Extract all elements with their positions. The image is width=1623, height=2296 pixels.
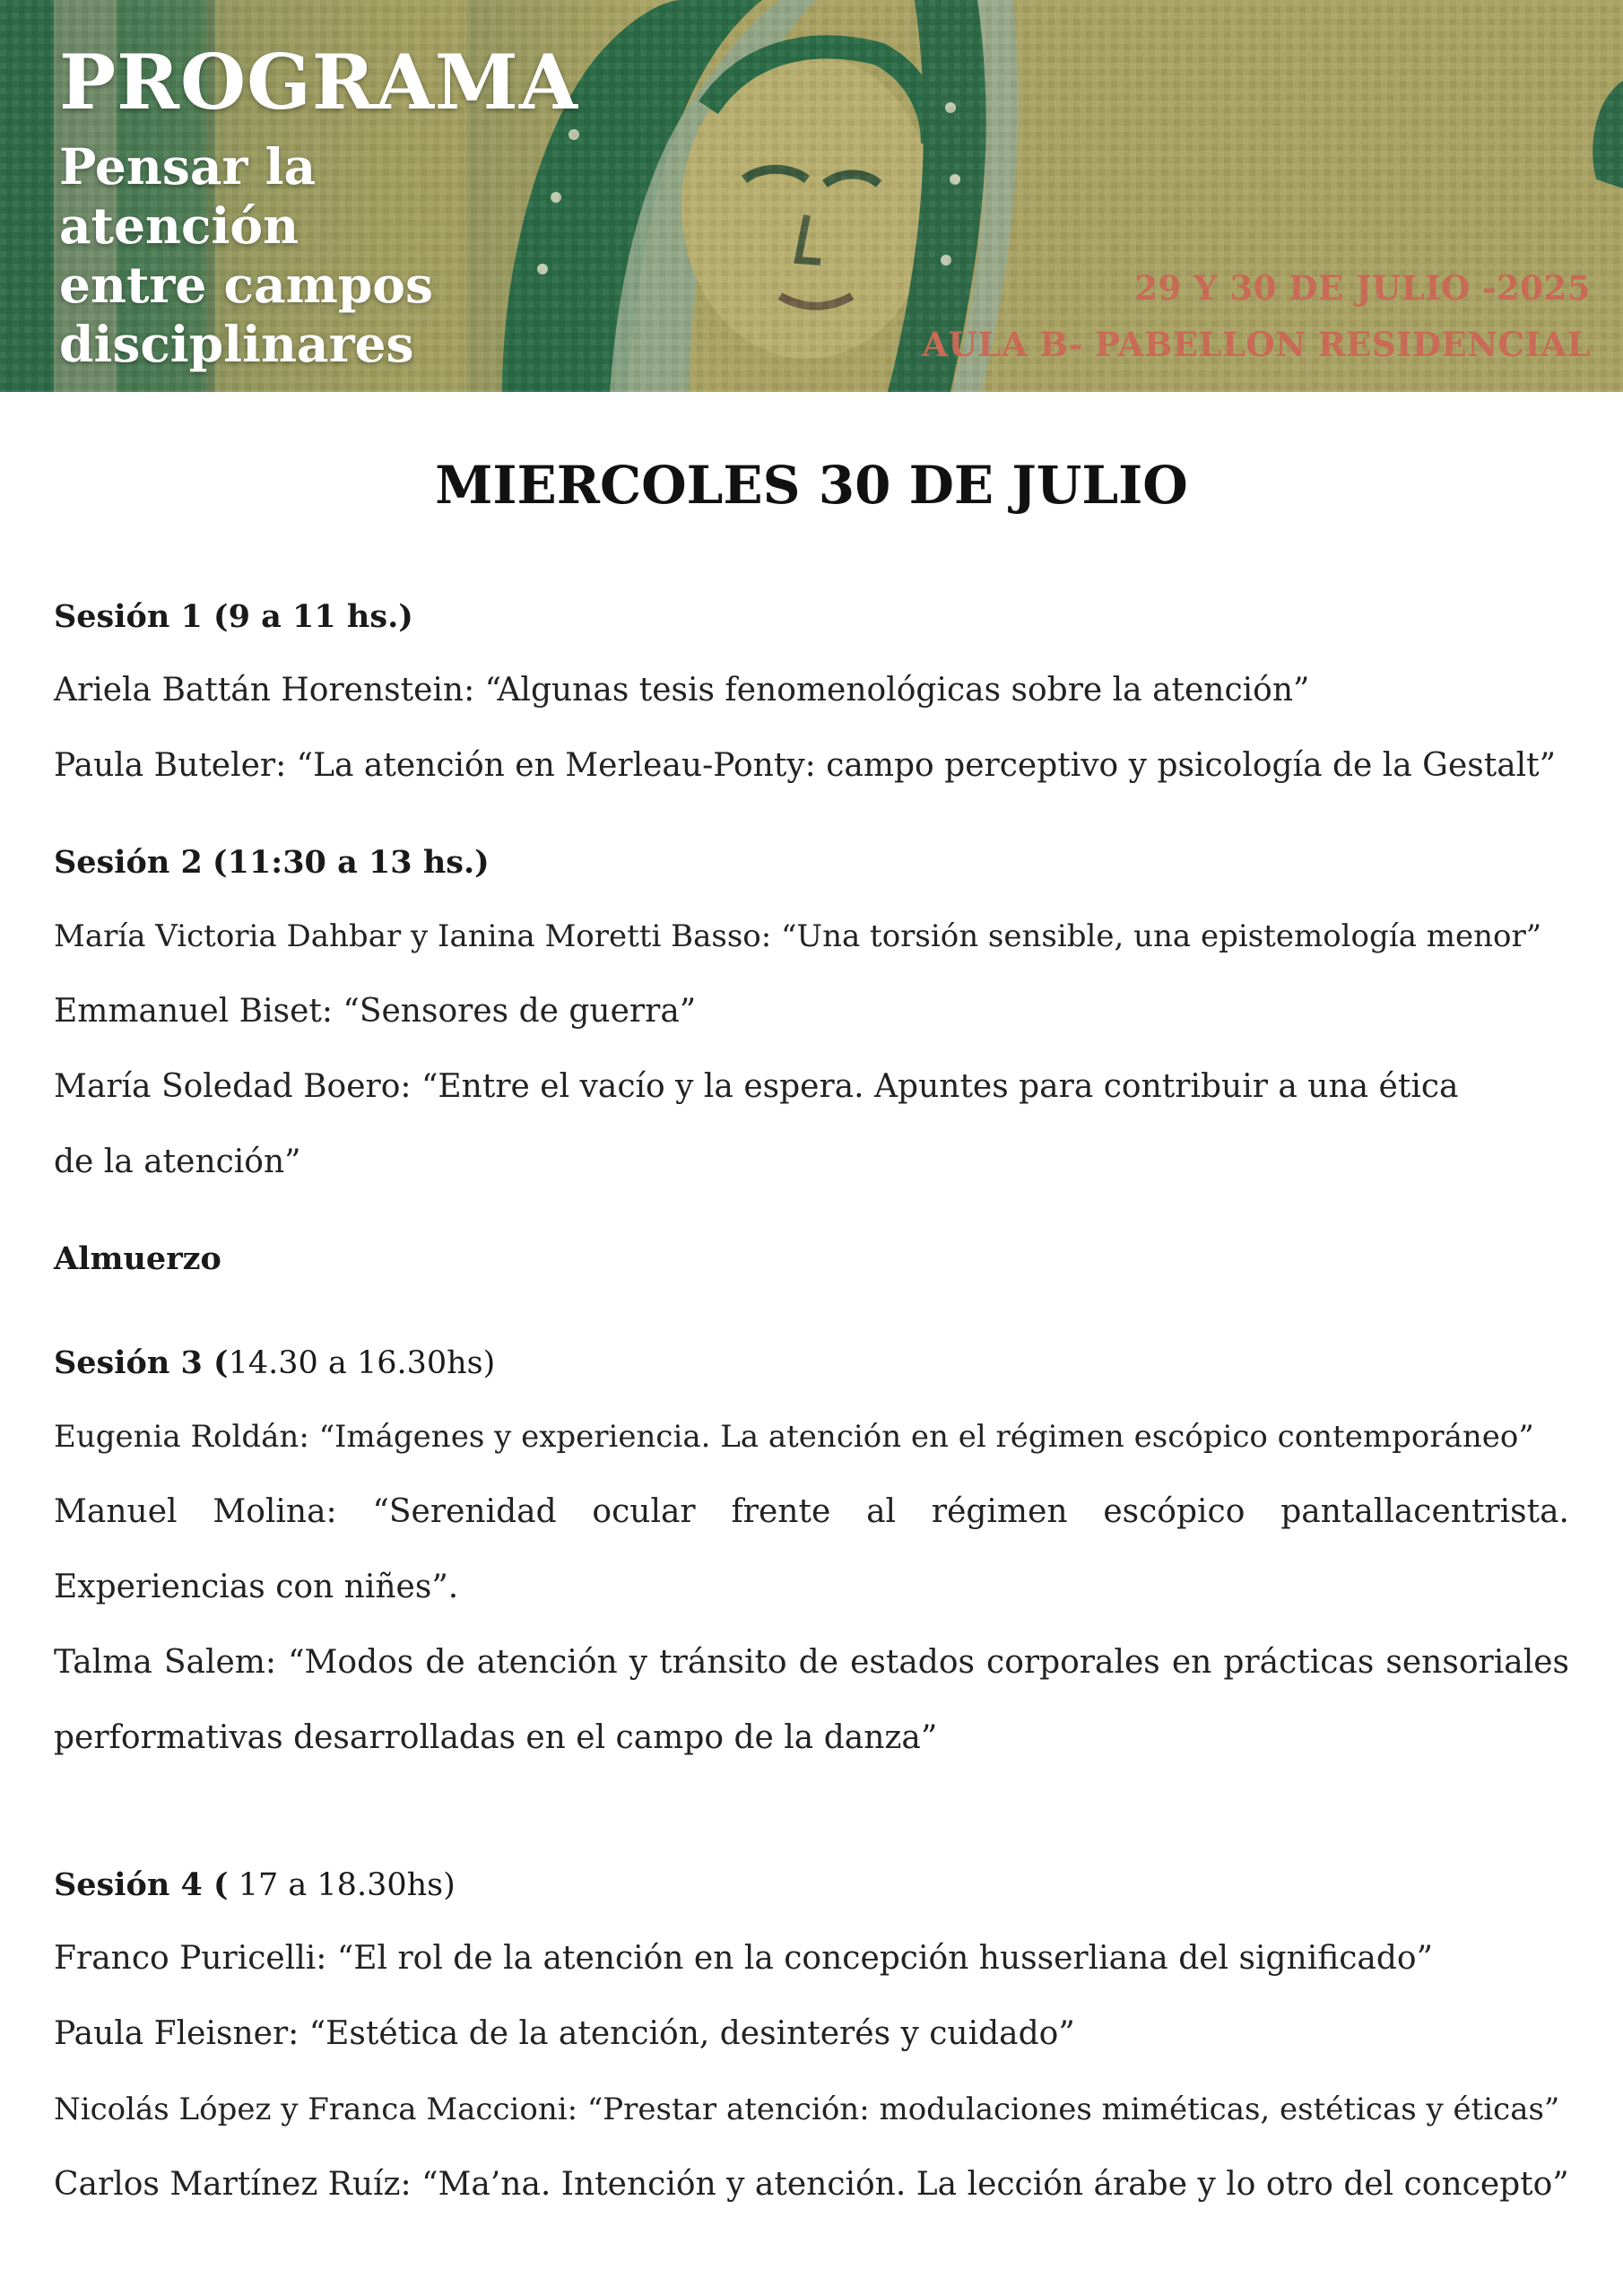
session-time: (9 a 11 hs.)	[202, 598, 413, 635]
day-title: MIERCOLES 30 DE JULIO	[435, 455, 1188, 516]
subtitle-line: entre campos	[59, 256, 433, 314]
talk-item: de la atención”	[54, 1144, 301, 1180]
header-banner	[0, 0, 1623, 392]
talk-item: María Victoria Dahbar y Ianina Moretti Basso: “Una torsión sensible, una epistemología menor”	[54, 918, 1542, 954]
event-date: 29 Y 30 DE JULIO -2025	[1134, 268, 1591, 308]
talk-item: Nicolás López y Franca Maccioni: “Prestar atención: modulaciones miméticas, estéticas y éticas”	[54, 2092, 1560, 2127]
session-time: 14.30 a 16.30hs)	[228, 1345, 496, 1381]
session-label: Sesión 1	[54, 598, 203, 635]
session-label: Sesión 3 (	[54, 1344, 229, 1381]
session-heading	[54, 1849, 1569, 1921]
session-heading	[54, 827, 1569, 899]
event-info	[922, 260, 1591, 373]
session-2	[54, 827, 1569, 1200]
session-1	[54, 581, 1569, 804]
session-4	[54, 1849, 1569, 2222]
talk-item: Talma Salem: “Modos de atención y tránsito de estados corporales en prácticas sensoriales performativas desarrolladas en el campo de la danza”	[54, 1644, 1569, 1756]
session-3	[54, 1327, 1569, 1776]
subtitle-line: disciplinares	[59, 315, 414, 373]
program-schedule	[54, 581, 1569, 2222]
talk-item: Paula Buteler: “La atención en Merleau-Ponty: campo perceptivo y psicología de la Gestalt”	[54, 747, 1557, 784]
talk-item: María Soledad Boero: “Entre el vacío y la espera. Apuntes para contribuir a una ética	[54, 1068, 1459, 1105]
session-label: Sesión 2	[54, 844, 203, 881]
talk-item: Eugenia Roldán: “Imágenes y experiencia. La atención en el régimen escópico contemporáneo”	[54, 1419, 1534, 1455]
talk-item: Franco Puricelli: “El rol de la atención en la concepción husserliana del significado”	[54, 1940, 1433, 1977]
program-subtitle	[59, 137, 561, 374]
session-time: (11:30 a 13 hs.)	[213, 844, 490, 881]
session-time: 17 a 18.30hs)	[228, 1867, 456, 1903]
session-heading	[54, 581, 1569, 653]
lunch-break: Almuerzo	[54, 1240, 221, 1277]
talk-item: Paula Fleisner: “Estética de la atención, desinterés y cuidado”	[54, 2015, 1075, 2052]
talk-item: Emmanuel Biset: “Sensores de guerra”	[54, 993, 697, 1030]
talk-item: Carlos Martínez Ruíz: “Ma’na. Intención y atención. La lección árabe y lo otro del concepto”	[54, 2166, 1569, 2203]
subtitle-line: Pensar la atención	[59, 137, 317, 255]
session-label: Sesión 4 (	[54, 1866, 229, 1903]
event-venue: AULA B- PABELLON RESIDENCIAL	[922, 325, 1591, 364]
talk-item: Ariela Battán Horenstein: “Algunas tesis fenomenológicas sobre la atención”	[54, 672, 1310, 709]
talk-item: Manuel Molina: “Serenidad ocular frente al régimen escópico pantallacentrista. Experiencias con niñes”.	[54, 1493, 1569, 1605]
program-title: PROGRAMA	[59, 38, 579, 126]
session-heading	[54, 1327, 1569, 1399]
